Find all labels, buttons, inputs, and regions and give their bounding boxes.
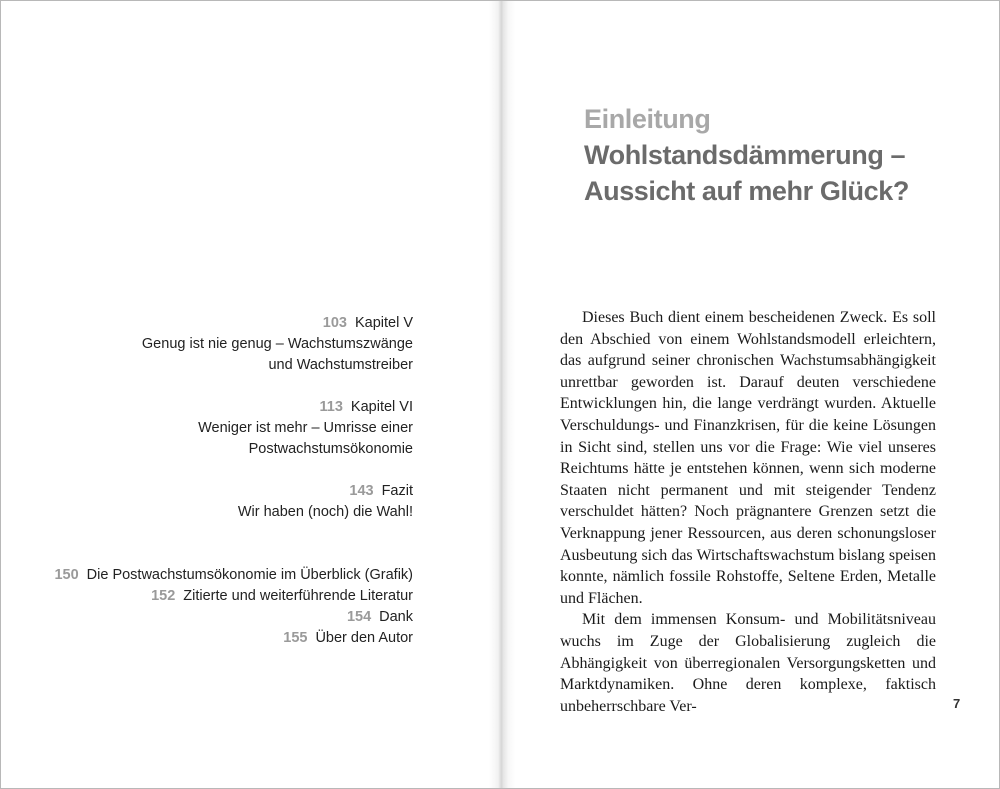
toc-appendix-label: Die Postwachstumsökonomie im Überblick (Grafik) bbox=[86, 567, 413, 583]
toc-page-number: 155 bbox=[283, 630, 308, 646]
toc-page-number: 152 bbox=[151, 588, 176, 604]
toc-heading: Kapitel VI bbox=[350, 399, 413, 415]
chapter-heading bbox=[584, 101, 984, 209]
toc-subtitle: und Wachstumstreiber bbox=[268, 357, 413, 373]
toc-page-number: 103 bbox=[322, 315, 347, 331]
left-page bbox=[1, 1, 501, 788]
paragraph: Mit dem immensen Konsum- und Mobilitätsniveau wuchs im Zuge der Globalisierung zugleich die Abhängigkeit von überregionalen Versorgungsketten und Marktdynamiken. Ohne deren komplexe, faktisch unbeherrschbare Ver- bbox=[560, 611, 936, 715]
toc-page-number: 150 bbox=[54, 567, 79, 583]
toc-appendix-label: Zitierte und weiterführende Literatur bbox=[183, 588, 413, 604]
toc-page-number: 113 bbox=[319, 399, 343, 415]
toc-page-number: 154 bbox=[346, 609, 372, 625]
toc-appendix-item bbox=[0, 628, 413, 649]
toc-subtitle: Genug ist nie genug – Wachstumszwänge bbox=[141, 336, 413, 352]
toc-page-number: 143 bbox=[349, 483, 374, 499]
chapter-label: Einleitung bbox=[584, 104, 711, 134]
toc-appendix-item bbox=[0, 586, 413, 607]
body-text bbox=[560, 307, 936, 717]
toc-appendix bbox=[0, 565, 413, 649]
toc-appendix-label: Dank bbox=[379, 609, 413, 625]
toc-heading-line bbox=[0, 313, 413, 334]
toc-subtitle: Weniger ist mehr – Umrisse einer bbox=[198, 420, 413, 436]
toc-heading-line bbox=[0, 397, 413, 418]
toc-heading: Fazit bbox=[381, 483, 413, 499]
chapter-title-line: Wohlstandsdämmerung – bbox=[584, 140, 906, 170]
chapter-title-line: Aussicht auf mehr Glück? bbox=[584, 176, 909, 206]
table-of-contents bbox=[0, 313, 413, 649]
toc-appendix-item bbox=[0, 565, 413, 586]
toc-entry-kapitel-vi bbox=[0, 397, 413, 460]
toc-subtitle: Postwachstumsökonomie bbox=[248, 441, 413, 457]
paragraph: Dieses Buch dient einem bescheidenen Zweck. Es soll den Abschied von einem Wohlstandsmodell erleichtern, das aufgrund seiner chronischen Wachstumsabhängigkeit unrettbar geworden ist. Darauf deuten verschiedene Entwicklungen hin, die lange verdrängt wurden. Aktuelle Verschuldungs- und Finanzkrisen, für die keine Lösungen in Sicht sind, stellen uns vor die Frage: Wie viel unseres Reichtums hätte je entstehen können, wenn sich moderne Staaten nicht permanent und mit steigender Tendenz verschuldet hätten? Noch prägnantere Grenzen setzt die Verknappung jener Ressourcen, aus deren schonungsloser Ausbeutung sich das Wirtschaftswachstum bislang speisen konnte, nämlich fossile Rohstoffe, Seltene Erden, Metalle und Flächen. bbox=[560, 309, 936, 607]
toc-entry-kapitel-v bbox=[0, 313, 413, 376]
page-number: 7 bbox=[953, 696, 961, 711]
toc-appendix-label: Über den Autor bbox=[315, 630, 413, 646]
toc-entry-fazit bbox=[0, 481, 413, 523]
right-page bbox=[501, 1, 999, 788]
toc-heading-line bbox=[0, 481, 413, 502]
toc-appendix-item bbox=[0, 607, 413, 628]
toc-heading: Kapitel V bbox=[354, 315, 413, 331]
toc-subtitle: Wir haben (noch) die Wahl! bbox=[237, 504, 413, 520]
